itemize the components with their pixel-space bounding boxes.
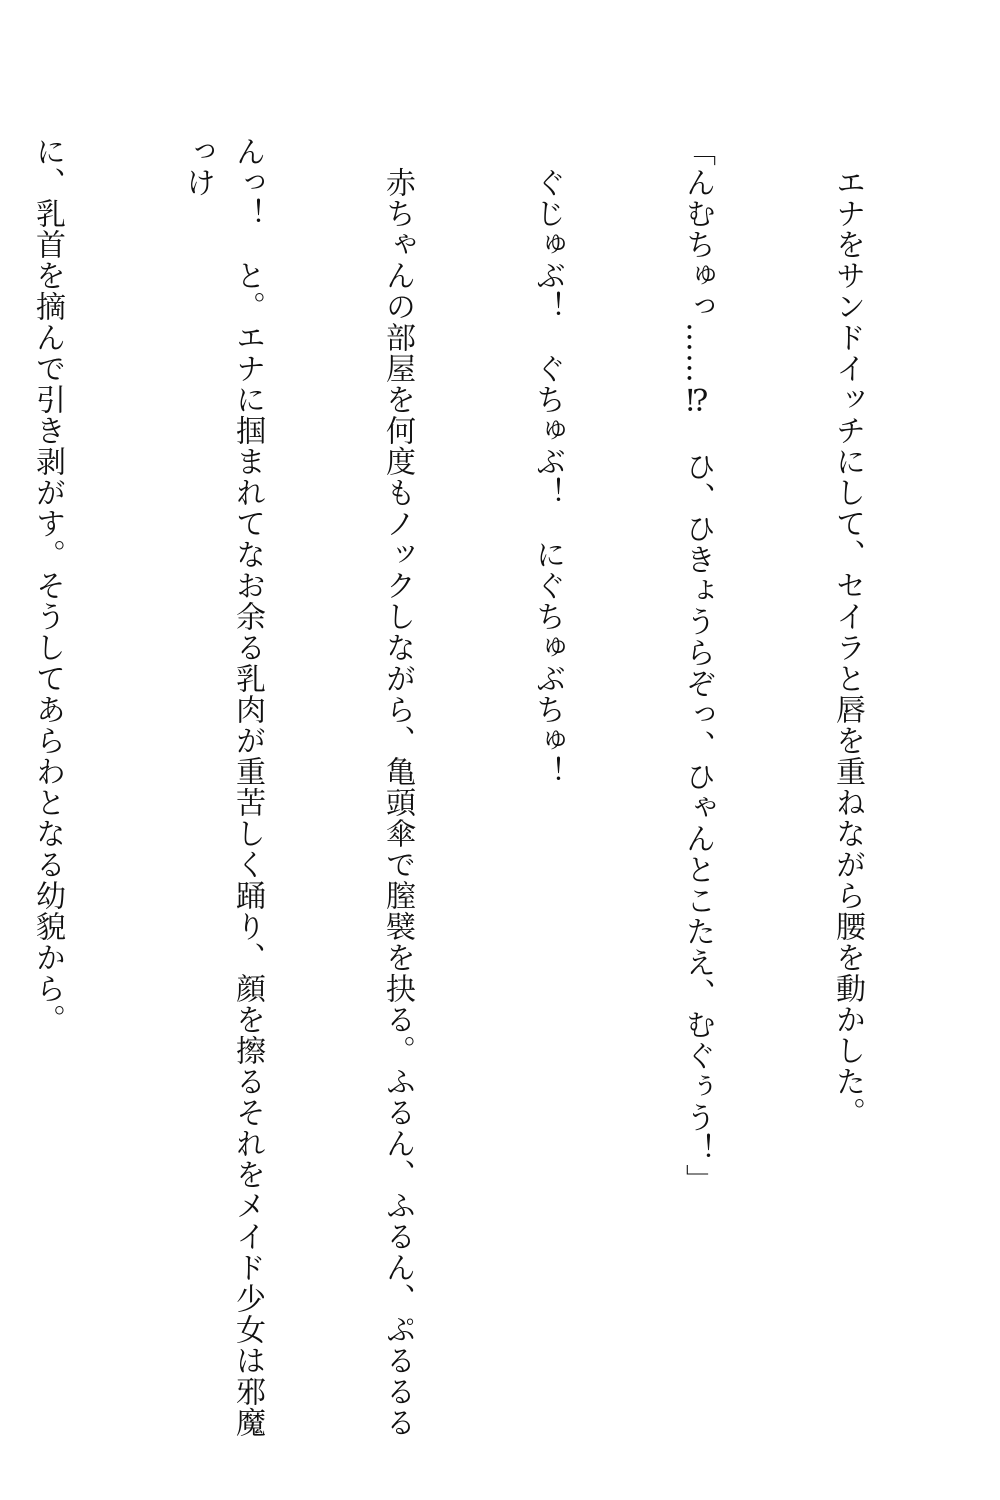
vertical-text-body	[0, 136, 972, 1446]
text-line: エナをサンドイッチにして、セイラと唇を重ねながら腰を動かした。	[830, 136, 865, 1128]
text-line: 「んむちゅっ……⁉ ひ、ひきょうらぞっ、ひゃんとこたえ、むぐぅう！」	[680, 136, 715, 1195]
text-line: ぐじゅぶ！ ぐちゅぶ！ にぐちゅぶちゅ！	[530, 136, 565, 787]
text-line: に、乳首を摘んで引き剥がす。そうしてあらわとなる幼貌から。	[30, 136, 65, 1035]
text-line: 赤ちゃんの部屋を何度もノックしながら、亀頭傘で膣襞を抉る。ふるん、ふるん、ぷるるる	[380, 136, 415, 1438]
text-line: んっ！ と。エナに掴まれてなお余る乳肉が重苦しく踊り、顔を擦るそれをメイド少女は邪魔っけ	[180, 136, 265, 1438]
